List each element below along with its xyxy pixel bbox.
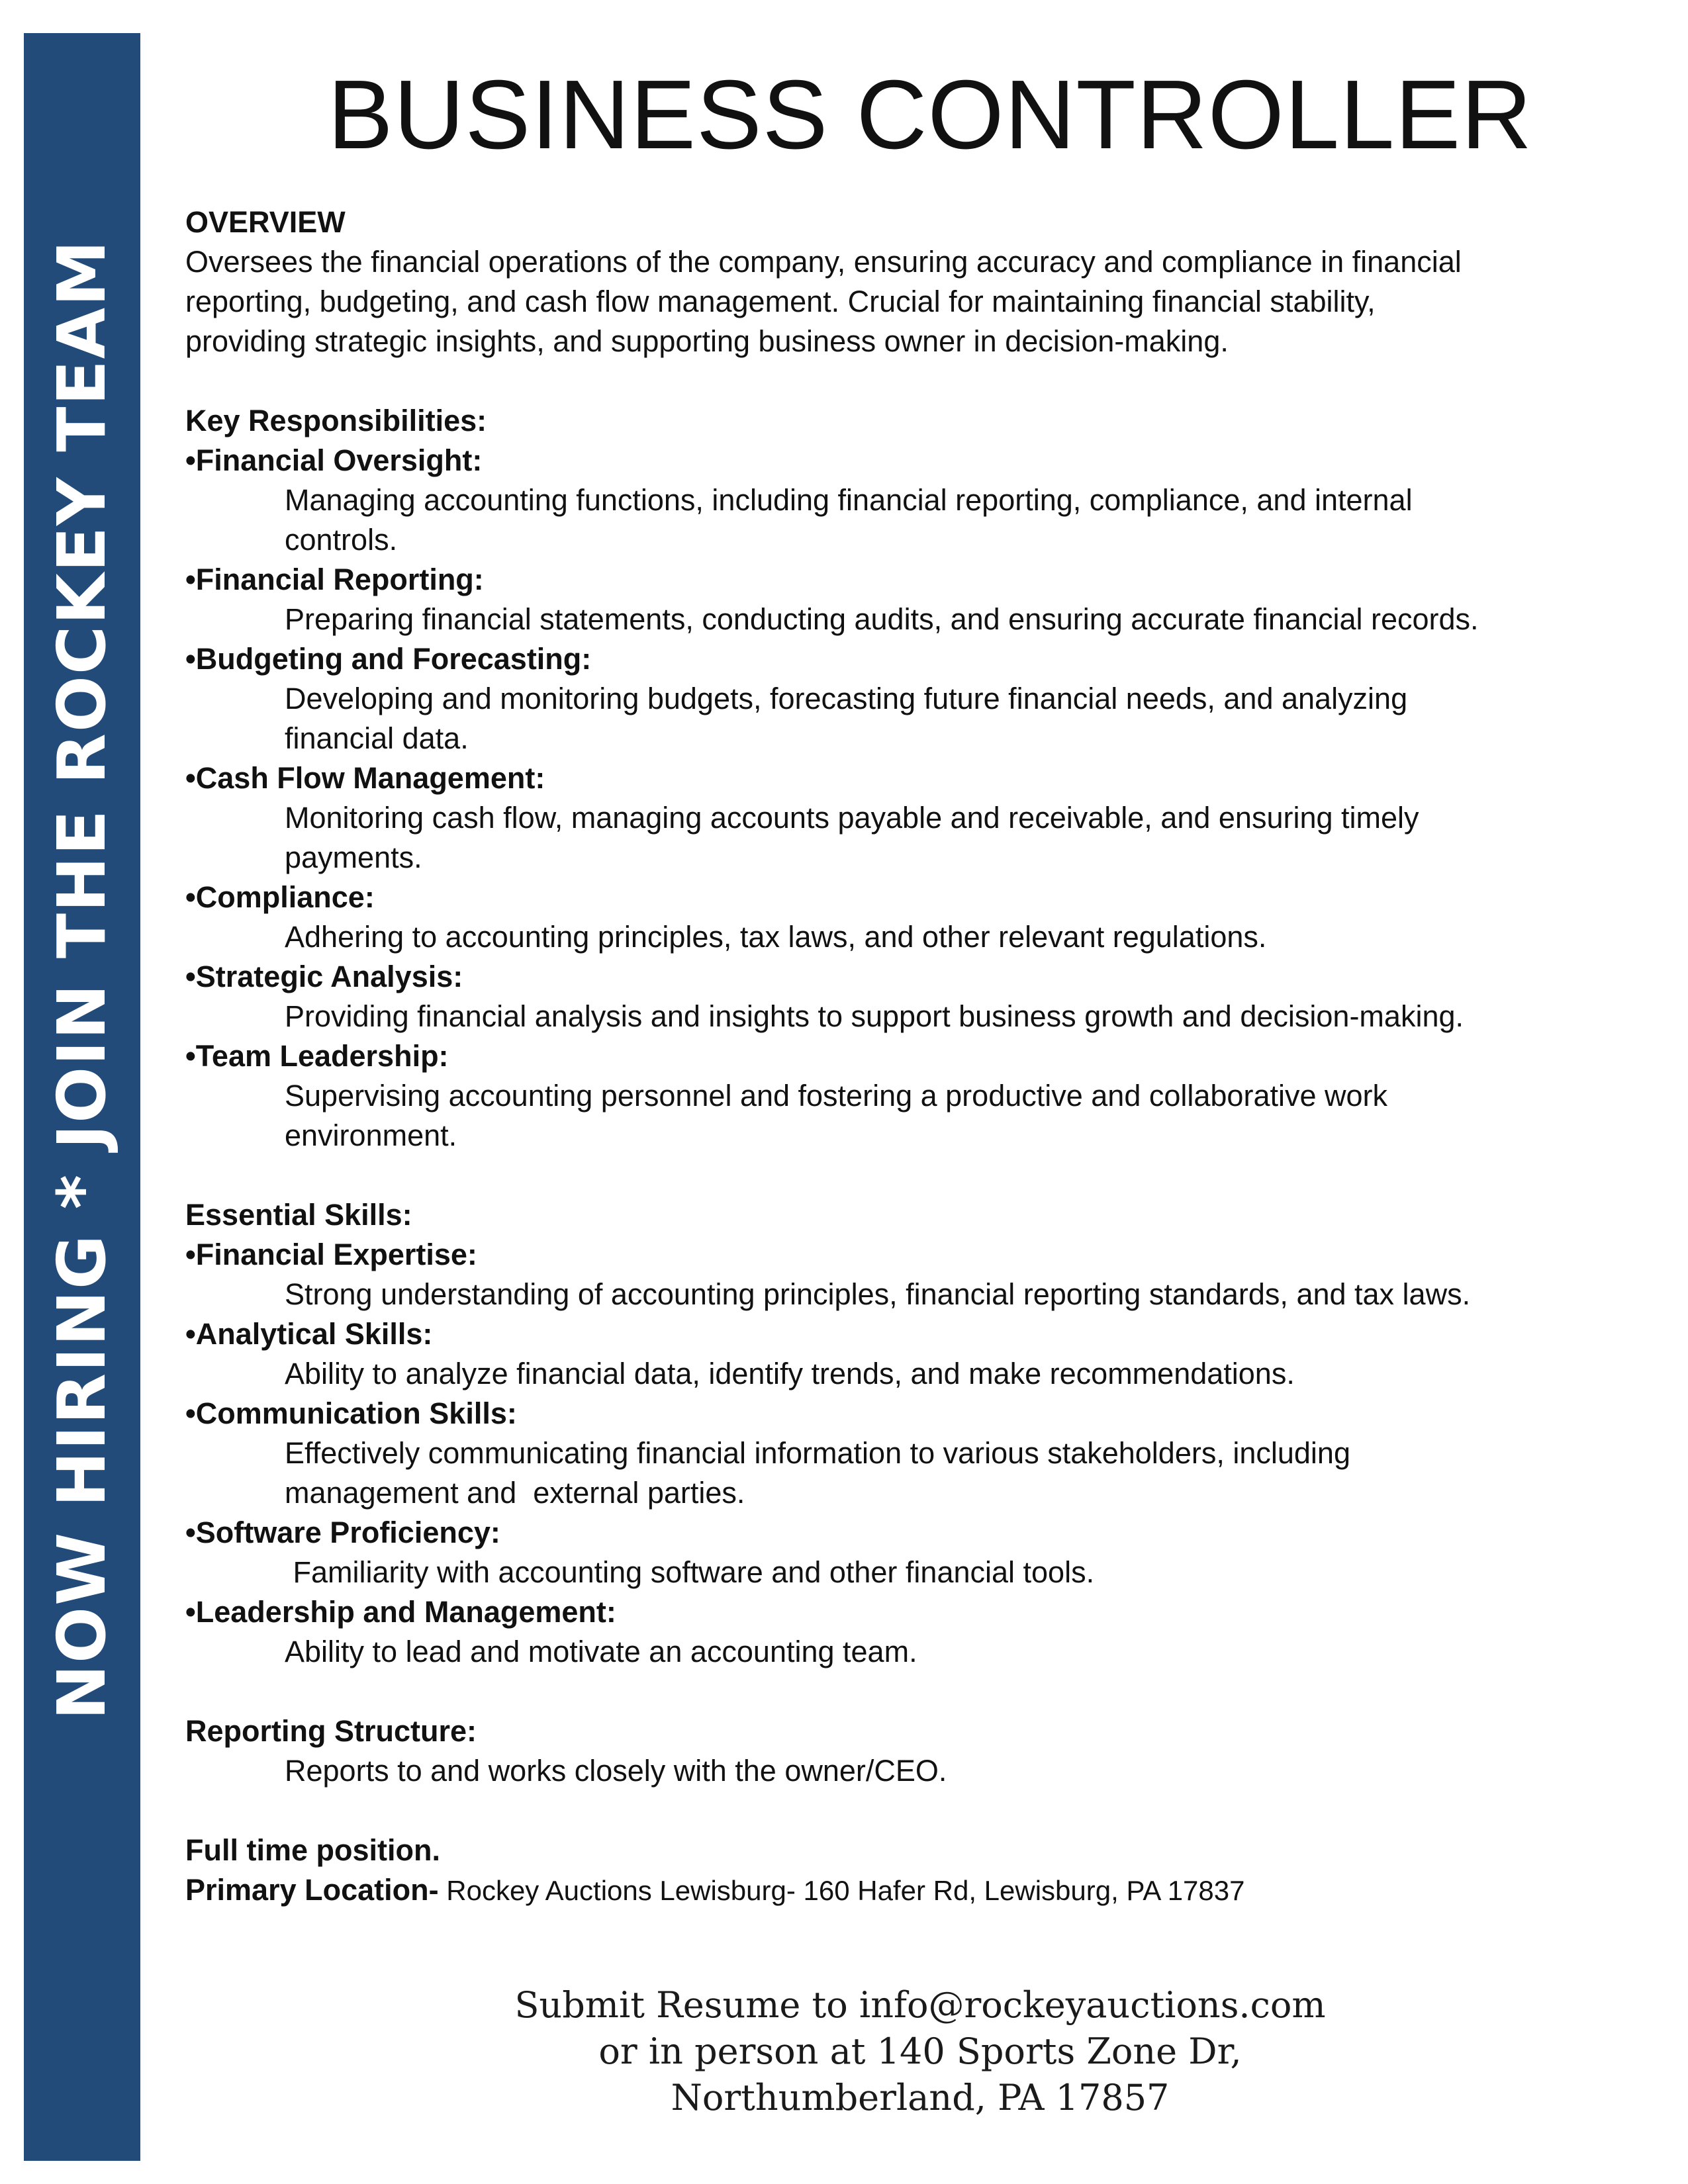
responsibility-text: Developing and monitoring budgets, forecasting future financial needs, and analyzing xyxy=(285,682,1408,715)
skill-text: Effectively communicating financial information to various stakeholders, including xyxy=(285,1436,1350,1470)
responsibility-text: Preparing financial statements, conducting audits, and ensuring accurate financial records. xyxy=(285,602,1479,636)
location-label: Primary Location- xyxy=(185,1873,439,1907)
bullet-icon: • xyxy=(185,761,196,795)
spacer xyxy=(185,361,1562,401)
job-description xyxy=(185,203,1562,1911)
skill-title: •Software Proficiency: xyxy=(185,1516,500,1549)
bullet-icon: • xyxy=(185,1516,196,1549)
bullet-icon: • xyxy=(185,960,196,993)
responsibility-text: payments. xyxy=(285,841,422,874)
footer-line: Northumberland, PA 17857 xyxy=(671,2077,1170,2118)
bullet-icon: • xyxy=(185,1039,196,1073)
spacer xyxy=(185,1156,1562,1195)
responsibility-title: •Team Leadership: xyxy=(185,1039,449,1073)
side-banner xyxy=(24,33,140,2161)
bullet-icon: • xyxy=(185,563,196,596)
responsibility-title: •Financial Oversight: xyxy=(185,443,483,477)
responsibility-text: Providing financial analysis and insights to support business growth and decision-making. xyxy=(285,999,1464,1033)
responsibility-text: environment. xyxy=(285,1118,457,1152)
overview-line: reporting, budgeting, and cash flow management. Crucial for maintaining financial stability, xyxy=(185,285,1376,318)
reporting-text: Reports to and works closely with the owner/CEO. xyxy=(285,1754,947,1788)
bullet-icon: • xyxy=(185,642,196,676)
bullet-icon: • xyxy=(185,1317,196,1351)
submit-instructions xyxy=(0,1982,1688,2121)
skill-text: Familiarity with accounting software and other financial tools. xyxy=(285,1555,1095,1589)
skill-text: Ability to analyze financial data, identify trends, and make recommendations. xyxy=(285,1357,1295,1390)
responsibility-title: •Budgeting and Forecasting: xyxy=(185,642,592,676)
skill-title: •Communication Skills: xyxy=(185,1396,517,1430)
responsibility-title: •Cash Flow Management: xyxy=(185,761,545,795)
footer-line: or in person at 140 Sports Zone Dr, xyxy=(598,2030,1242,2072)
skill-title: •Analytical Skills: xyxy=(185,1317,433,1351)
location-value: Rockey Auctions Lewisburg- 160 Hafer Rd, Lewisburg, PA 17837 xyxy=(438,1875,1245,1906)
bullet-icon: • xyxy=(185,1595,196,1629)
responsibility-title: •Financial Reporting: xyxy=(185,563,484,596)
banner-text: NOW HIRING * JOIN THE ROCKEY TEAM xyxy=(43,239,120,1720)
responsibility-text: controls. xyxy=(285,523,398,557)
primary-location xyxy=(185,1870,1562,1911)
page-title: BUSINESS CONTROLLER xyxy=(327,60,1533,169)
skill-text: management and external parties. xyxy=(285,1476,745,1510)
responsibility-text: Supervising accounting personnel and fostering a productive and collaborative work xyxy=(285,1079,1388,1113)
bullet-icon: • xyxy=(185,1396,196,1430)
skill-text: Ability to lead and motivate an accounting team. xyxy=(285,1635,917,1668)
bullet-icon: • xyxy=(185,880,196,914)
spacer xyxy=(185,1791,1562,1831)
bullet-icon: • xyxy=(185,1238,196,1271)
bullet-icon: • xyxy=(185,443,196,477)
responsibility-text: Managing accounting functions, including financial reporting, compliance, and internal xyxy=(285,483,1413,517)
reporting-heading: Reporting Structure: xyxy=(185,1714,477,1748)
responsibilities-heading: Key Responsibilities: xyxy=(185,404,487,437)
responsibility-title: •Compliance: xyxy=(185,880,375,914)
skill-title: •Leadership and Management: xyxy=(185,1595,616,1629)
overview-heading: OVERVIEW xyxy=(185,205,346,239)
responsibility-text: Monitoring cash flow, managing accounts payable and receivable, and ensuring timely xyxy=(285,801,1419,835)
responsibility-text: financial data. xyxy=(285,721,469,755)
skills-heading: Essential Skills: xyxy=(185,1198,412,1232)
overview-line: Oversees the financial operations of the company, ensuring accuracy and compliance in financial xyxy=(185,245,1462,279)
overview-line: providing strategic insights, and supporting business owner in decision-making. xyxy=(185,324,1229,358)
spacer xyxy=(185,1672,1562,1711)
skill-text: Strong understanding of accounting principles, financial reporting standards, and tax laws. xyxy=(285,1277,1471,1311)
footer-line: Submit Resume to info@rockeyauctions.com xyxy=(514,1984,1326,2026)
responsibility-title: •Strategic Analysis: xyxy=(185,960,463,993)
skill-title: •Financial Expertise: xyxy=(185,1238,477,1271)
position-type: Full time position. xyxy=(185,1833,440,1867)
responsibility-text: Adhering to accounting principles, tax laws, and other relevant regulations. xyxy=(285,920,1267,954)
